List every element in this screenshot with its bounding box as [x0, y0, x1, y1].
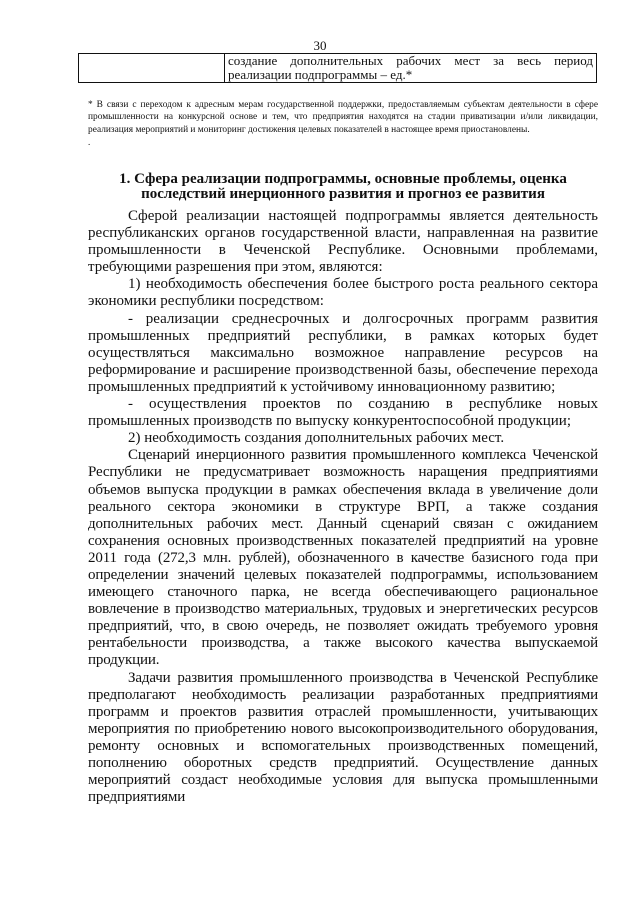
paragraph: 1) необходимость обеспечения более быстрого роста реального сектора экономики республики посредством:: [88, 276, 598, 310]
paragraph: Сценарий инерционного развития промышленного комплекса Чеченской Республики не предусматривает возможность наращения предприятиями объемов выпуска продукции в рамках обеспечения вклада в увеличение доли реального сектора экономики в структуре ВРП, а также создания дополнительных рабочих мест. Данный сценарий связан с ожиданием сохранения основных производственных показателей предприятий на уровне 2011 года (272,3 млн. рублей), обозначенного в качестве базисного года при определении значений целевых показателей подпрограммы, использованием имеющего станочного парка, не всегда обеспечивающего рациональное вовлечение в производство материальных, трудовых и энергетических ресурсов предприятий, что, в свою очередь, не позволяет ожидать требуемого уровня рентабельности производства, а также высокого качества выпускаемой продукции.: [88, 447, 598, 669]
paragraph: Сферой реализации настоящей подпрограммы является деятельность республиканских органов государственной власти, направленная на развитие промышленности в Чеченской Республике. Основными проблемами, требующими разрешения при этом, являются:: [88, 208, 598, 276]
body-text: [88, 208, 598, 806]
footnote: [88, 99, 598, 147]
footnote-text: * В связи с переходом к адресным мерам государственной поддержки, предоставляемым субъектам деятельности в сфере промышленности на конкурсной основе и тем, что предприятия находятся на стадии приватизации и/или ликвидации, реализация мероприятий и мониторинг достижения целевых показателей в настоящее время приостановлены.: [88, 100, 598, 135]
paragraph: - осуществления проектов по созданию в республике новых промышленных производств по выпуску конкурентоспособной продукции;: [88, 396, 598, 430]
section-heading-line-1: 1. Сфера реализации подпрограммы, основные проблемы, оценка: [119, 171, 567, 187]
continued-table: [78, 53, 597, 83]
footnote-marker: .: [88, 136, 91, 147]
paragraph: Задачи развития промышленного производства в Чеченской Республике предполагают необходимость реализации разработанных предприятиями программ и проектов развития отраслей промышленности, учитывающих мероприятия по приобретению нового высокопроизводительного оборудования, ремонту основных и вспомогательных производственных помещений, пополнению оборотных средств предприятий. Осуществление данных мероприятий создаст необходимые условия для выпуска промышленными предприятиями: [88, 669, 598, 806]
paragraph: 2) необходимость создания дополнительных рабочих мест.: [128, 430, 505, 447]
table-cell-empty: [79, 54, 225, 83]
paragraph: - реализации среднесрочных и долгосрочных программ развития промышленных предприятий республики, в рамках которых будет осуществляться максимально возможное направление ресурсов на реформирование и расширение производственной базы, обеспечение перехода промышленных предприятий к устойчивому инновационному развитию;: [88, 310, 598, 395]
section-heading: [88, 172, 598, 202]
page-number: 30: [313, 38, 327, 53]
table-cell-indicator: создание дополнительных рабочих мест за весь период реализации подпрограммы – ед.*: [225, 54, 597, 83]
table-row: [79, 54, 597, 83]
section-heading-line-2: последствий инерционного развития и прогноз ее развития: [141, 186, 545, 202]
